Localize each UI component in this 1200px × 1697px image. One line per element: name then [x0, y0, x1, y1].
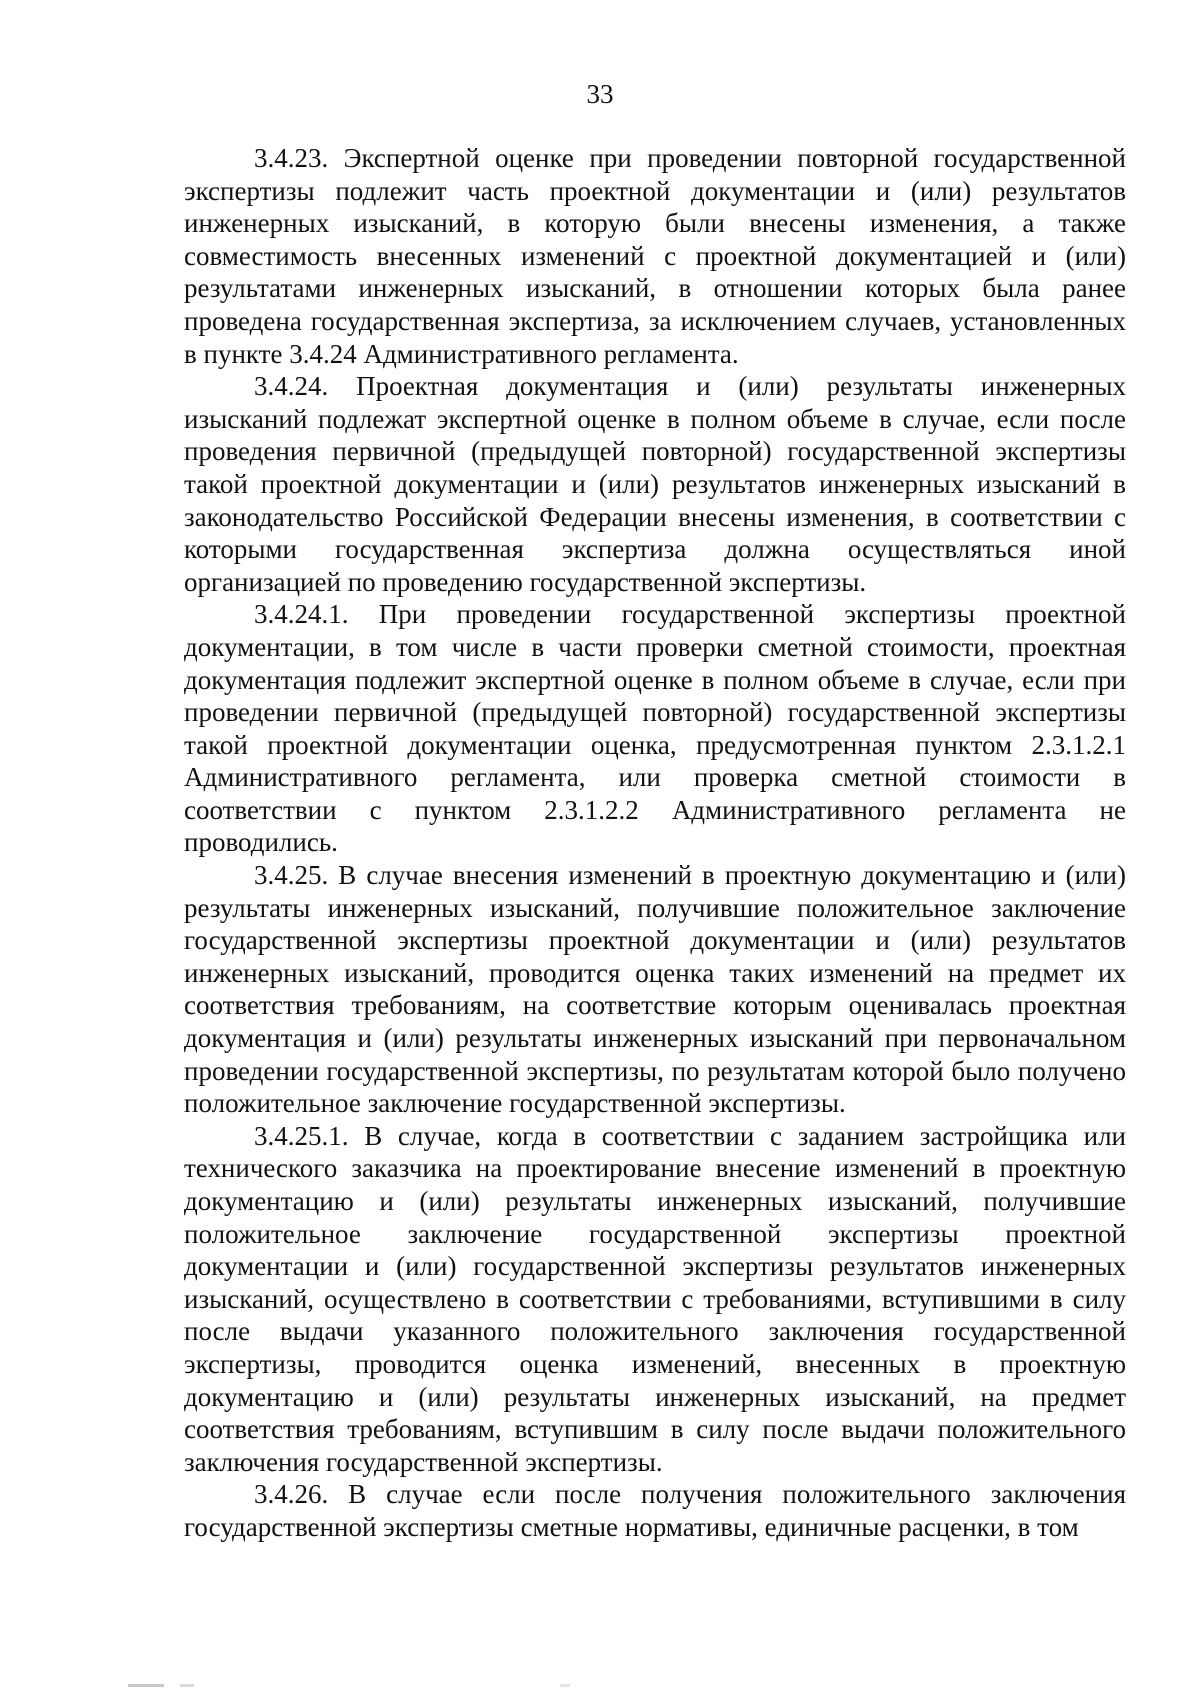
- scan-artifact: [180, 1684, 194, 1687]
- document-body: [184, 142, 1126, 1544]
- scan-artifact: [128, 1684, 164, 1687]
- page-number: 33: [586, 79, 614, 109]
- scan-artifact: [560, 1684, 570, 1687]
- paragraph-3-4-24-1: 3.4.24.1. При проведении государственной экспертизы проектной документации, в том числе в части проверки сметной стоимости, проектная документация подлежит экспертной оценке в полном объеме в случае, если при проведении первичной (предыдущей повторной) государственной экспертизы такой проектной документации оценка, предусмотренная пунктом 2.3.1.2.1 Административного регламента, или проверка сметной стоимости в соответствии с пунктом 2.3.1.2.2 Административного регламента не проводились.: [184, 599, 1126, 858]
- paragraph-3-4-23: 3.4.23. Экспертной оценке при проведении повторной государственной экспертизы подлежит часть проектной документации и (или) результатов инженерных изысканий, в которую были внесены изменения, а также совместимость внесенных изменений с проектной документацией и (или) результатами инженерных изысканий, в отношении которых была ранее проведена государственная экспертиза, за исключением случаев, установленных в пункте 3.4.24 Административного регламента.: [184, 143, 1126, 369]
- paragraph-3-4-25-1: 3.4.25.1. В случае, когда в соответствии с заданием застройщика или технического заказчика на проектирование внесение изменений в проектную документацию и (или) результаты инженерных изысканий, получившие положительное заключение государственной экспертизы проектной документации и (или) государственной экспертизы результатов инженерных изысканий, осуществлено в соответствии с требованиями, вступившими в силу после выдачи указанного положительного заключения государственной экспертизы, проводится оценка изменений, внесенных в проектную документацию и (или) результаты инженерных изысканий, на предмет соответствия требованиям, вступившим в силу после выдачи положительного заключения государственной экспертизы.: [184, 1120, 1126, 1477]
- paragraph-3-4-26: 3.4.26. В случае если после получения положительного заключения государственной экспертизы сметные нормативы, единичные расценки, в том: [184, 1479, 1126, 1542]
- paragraph-3-4-24: 3.4.24. Проектная документация и (или) результаты инженерных изысканий подлежат экспертной оценке в полном объеме в случае, если после проведения первичной (предыдущей повторной) государственной экспертизы такой проектной документации и (или) результатов инженерных изысканий в законодательство Российской Федерации внесены изменения, в соответствии с которыми государственная экспертиза должна осуществляться иной организацией по проведению государственной экспертизы.: [184, 371, 1126, 597]
- paragraph-3-4-25: 3.4.25. В случае внесения изменений в проектную документацию и (или) результаты инженерных изысканий, получившие положительное заключение государственной экспертизы проектной документации и (или) результатов инженерных изысканий, проводится оценка таких изменений на предмет их соответствия требованиям, на соответствие которым оценивалась проектная документация и (или) результаты инженерных изысканий при первоначальном проведении государственной экспертизы, по результатам которой было получено положительное заключение государственной экспертизы.: [184, 860, 1126, 1119]
